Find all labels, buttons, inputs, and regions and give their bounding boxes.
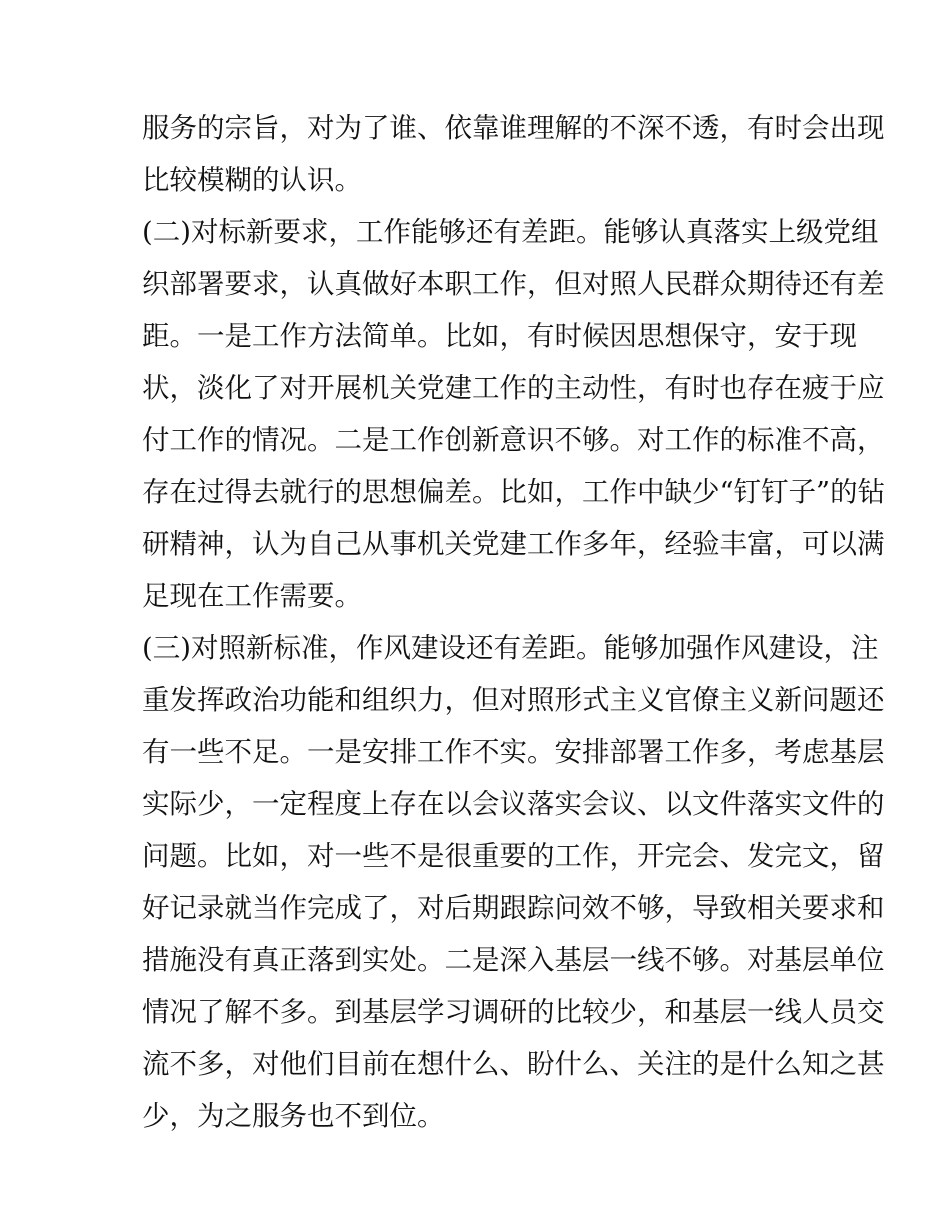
text-line: 织部署要求，认真做好本职工作，但对照人民群众期待还有差	[142, 268, 885, 300]
text-line: 少，为之服务也不到位。	[142, 1100, 445, 1132]
text-line: 有一些不足。一是安排工作不实。安排部署工作多，考虑基层	[142, 736, 885, 768]
text-line: 状，淡化了对开展机关党建工作的主动性，有时也存在疲于应	[142, 372, 885, 404]
text-line: 足现在工作需要。	[142, 580, 362, 612]
section-heading-line: (三)对照新标准，作风建设还有差距。能够加强作风建设，注	[142, 632, 879, 664]
text-line: 付工作的情况。二是工作创新意识不够。对工作的标准不高，	[142, 424, 885, 456]
text-line: 问题。比如，对一些不是很重要的工作，开完会、发完文，留	[142, 840, 885, 872]
text-line: 情况了解不多。到基层学习调研的比较少，和基层一线人员交	[142, 996, 885, 1028]
text-line: 比较模糊的认识。	[142, 164, 362, 196]
text-line: 好记录就当作完成了，对后期跟踪问效不够，导致相关要求和	[142, 892, 885, 924]
text-line: 实际少，一定程度上存在以会议落实会议、以文件落实文件的	[142, 788, 885, 820]
text-line: 重发挥政治功能和组织力，但对照形式主义官僚主义新问题还	[142, 684, 885, 716]
text-line: 距。一是工作方法简单。比如，有时候因思想保守，安于现	[142, 320, 857, 352]
text-line: 措施没有真正落到实处。二是深入基层一线不够。对基层单位	[142, 944, 885, 976]
section-heading-line: (二)对标新要求，工作能够还有差距。能够认真落实上级党组	[142, 216, 879, 248]
text-line: 服务的宗旨，对为了谁、依靠谁理解的不深不透，有时会出现	[142, 112, 885, 144]
text-line: 存在过得去就行的思想偏差。比如，工作中缺少“钉钉子”的钻	[142, 476, 886, 508]
text-line: 研精神，认为自己从事机关党建工作多年，经验丰富，可以满	[142, 528, 885, 560]
text-line: 流不多，对他们目前在想什么、盼什么、关注的是什么知之甚	[142, 1048, 885, 1080]
